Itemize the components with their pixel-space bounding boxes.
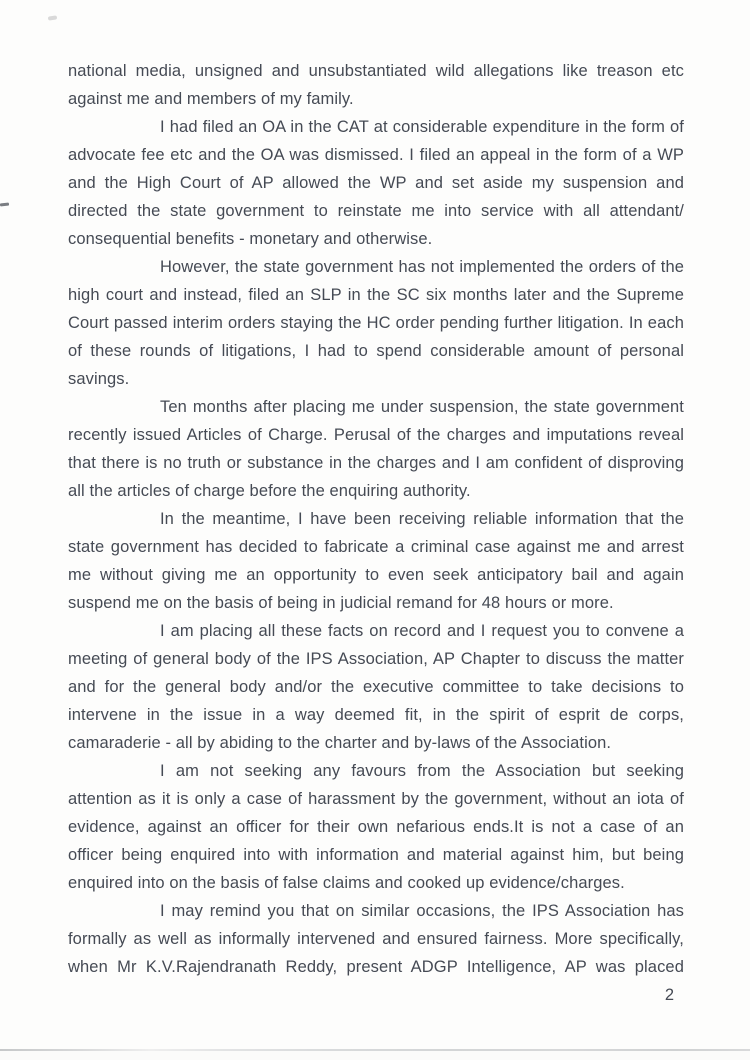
scan-edge-mark [0,203,9,207]
paragraph: I am not seeking any favours from the Association but seeking attention as it is only a case of harassment by the government, without an iota of evidence, against an officer for their own nefarious ends.It is not a case of an officer being enquired into with information and material against him, but being enquired into on the basis of false claims and cooked up evidence/charges. [68,762,684,892]
paragraph: I had filed an OA in the CAT at considerable expenditure in the form of advocate fee etc and the OA was dismissed. I filed an appeal in the form of a WP and the High Court of AP allowed the WP and set aside my suspension and directed the state government to reinstate me into service with all attendant/ consequential benefits - monetary and otherwise. [68,118,684,248]
page-number: 2 [664,986,674,1004]
paragraph: national media, unsigned and unsubstantiated wild allegations like treason etc against me and members of my family. [68,62,684,108]
paragraph: Ten months after placing me under suspension, the state government recently issued Articles of Charge. Perusal of the charges and imputations reveal that there is no truth or substance in the charges and I am confident of disproving all the articles of charge before the enquiring authority. [68,398,684,500]
paragraph: I may remind you that on similar occasions, the IPS Association has formally as well as informally intervened and ensured fairness. More specifically, when Mr K.V.Rajendranath Reddy, present ADGP Intelligence, AP was placed [68,902,684,976]
paragraph: In the meantime, I have been receiving reliable information that the state government has decided to fabricate a criminal case against me and arrest me without giving me an opportunity to even seek anticipatory bail and again suspend me on the basis of being in judicial remand for 48 hours or more. [68,510,684,612]
paragraph: I am placing all these facts on record and I request you to convene a meeting of general body of the IPS Association, AP Chapter to discuss the matter and for the general body and/or the executive committee to take decisions to intervene in the issue in a way deemed fit, in the spirit of esprit de corps, camaraderie - all by abiding to the charter and by-laws of the Association. [68,622,684,752]
scan-bottom-margin [0,1051,750,1060]
letter-body [68,57,684,1009]
paragraph: However, the state government has not implemented the orders of the high court and instead, filed an SLP in the SC six months later and the Supreme Court passed interim orders staying the HC order pending further litigation. In each of these rounds of litigations, I had to spend considerable amount of personal savings. [68,258,684,388]
scan-speck [48,15,57,20]
